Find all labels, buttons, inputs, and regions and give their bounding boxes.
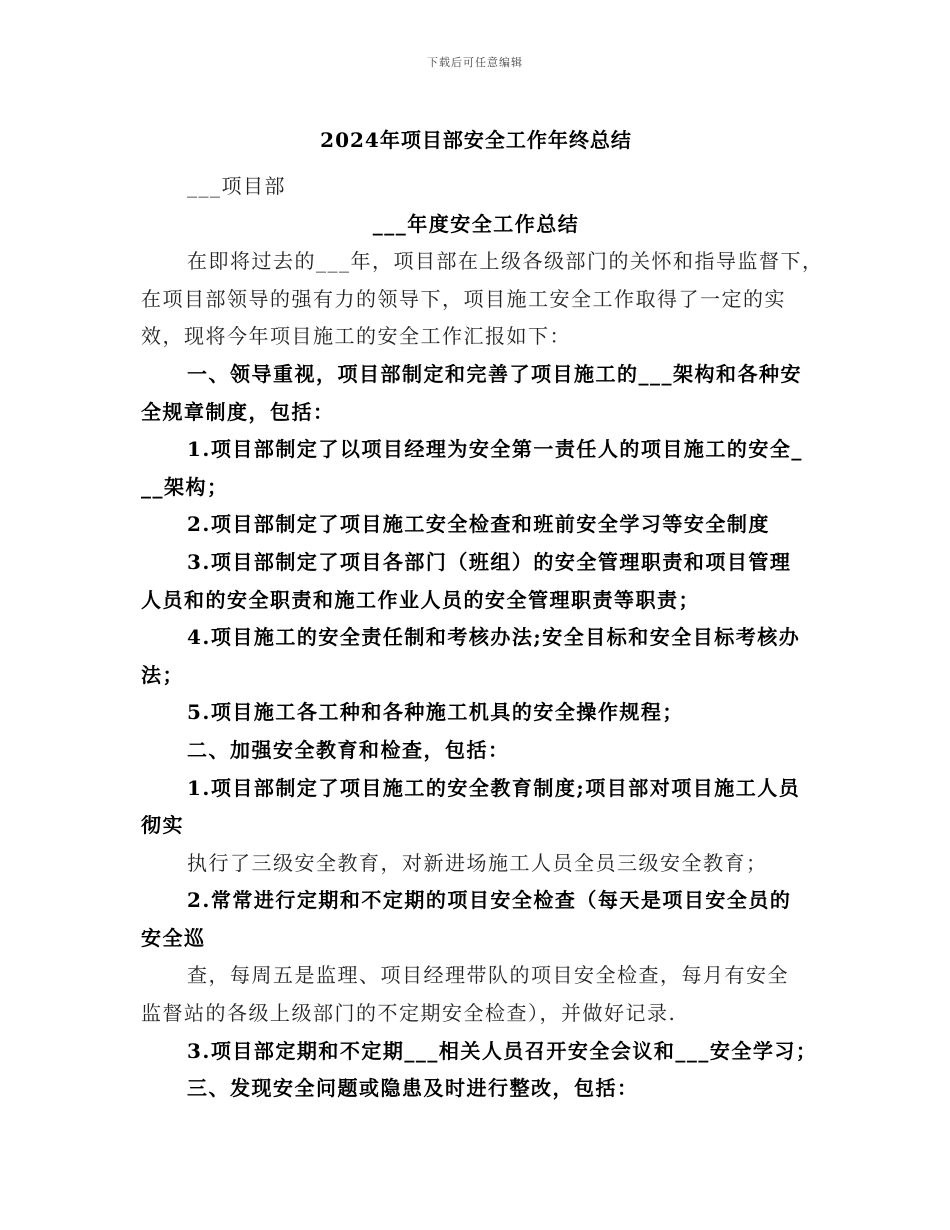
list-item: 5.项目施工各工种和各种施工机具的安全操作规程；	[187, 700, 684, 724]
section-heading: ___年度安全工作总结	[372, 212, 580, 236]
list-item: 2.常常进行定期和不定期的项目安全检查（每天是项目安全员的	[187, 888, 792, 912]
paragraph-line: 执行了三级安全教育，对新进场施工人员全员三级安全教育；	[187, 851, 768, 875]
list-item: __架构；	[141, 475, 229, 499]
list-item: 2.项目部制定了项目施工安全检查和班前安全学习等安全制度	[187, 512, 770, 536]
list-item: 3.项目部制定了项目各部门（班组）的安全管理职责和项目管理	[187, 550, 792, 574]
paragraph-line: 查，每周五是监理、项目经理带队的项目安全检查，每月有安全	[187, 963, 789, 987]
list-item: 1.项目部制定了项目施工的安全教育制度;项目部对项目施工人员	[187, 776, 801, 800]
list-item: 彻实	[141, 813, 184, 837]
list-item: 法；	[141, 663, 184, 687]
paragraph-line: 监督站的各级上级部门的不定期安全检查），并做好记录.	[141, 1001, 677, 1025]
heading-three-line: 三、发现安全问题或隐患及时进行整改，包括：	[187, 1076, 639, 1100]
list-item: 1.项目部制定了以项目经理为安全第一责任人的项目施工的安全_	[187, 437, 803, 461]
list-item: 3.项目部定期和不定期___相关人员召开安全会议和___安全学习；	[187, 1039, 818, 1063]
list-item: 人员和的安全职责和施工作业人员的安全管理职责等职责；	[141, 588, 700, 612]
document-title: 2024年项目部安全工作年终总结	[320, 128, 632, 152]
list-item: 4.项目施工的安全责任制和考核办法;安全目标和安全目标考核办	[187, 625, 801, 649]
paragraph-line: 在项目部领导的强有力的领导下，项目施工安全工作取得了一定的实	[141, 287, 786, 311]
paragraph-line: 效，现将今年项目施工的安全工作汇报如下：	[141, 324, 571, 348]
paragraph-line: 在即将过去的___年，项目部在上级各级部门的关怀和指导监督下，	[187, 249, 824, 273]
project-dept-line: ___项目部	[187, 174, 286, 198]
heading-one-line: 一、领导重视，项目部制定和完善了项目施工的___架构和各种安	[187, 362, 802, 386]
header-note: 下载后可任意编辑	[427, 56, 523, 69]
heading-one-line: 全规章制度，包括：	[141, 400, 335, 424]
heading-two-line: 二、加强安全教育和检查，包括：	[187, 738, 510, 762]
list-item: 安全巡	[141, 926, 206, 950]
